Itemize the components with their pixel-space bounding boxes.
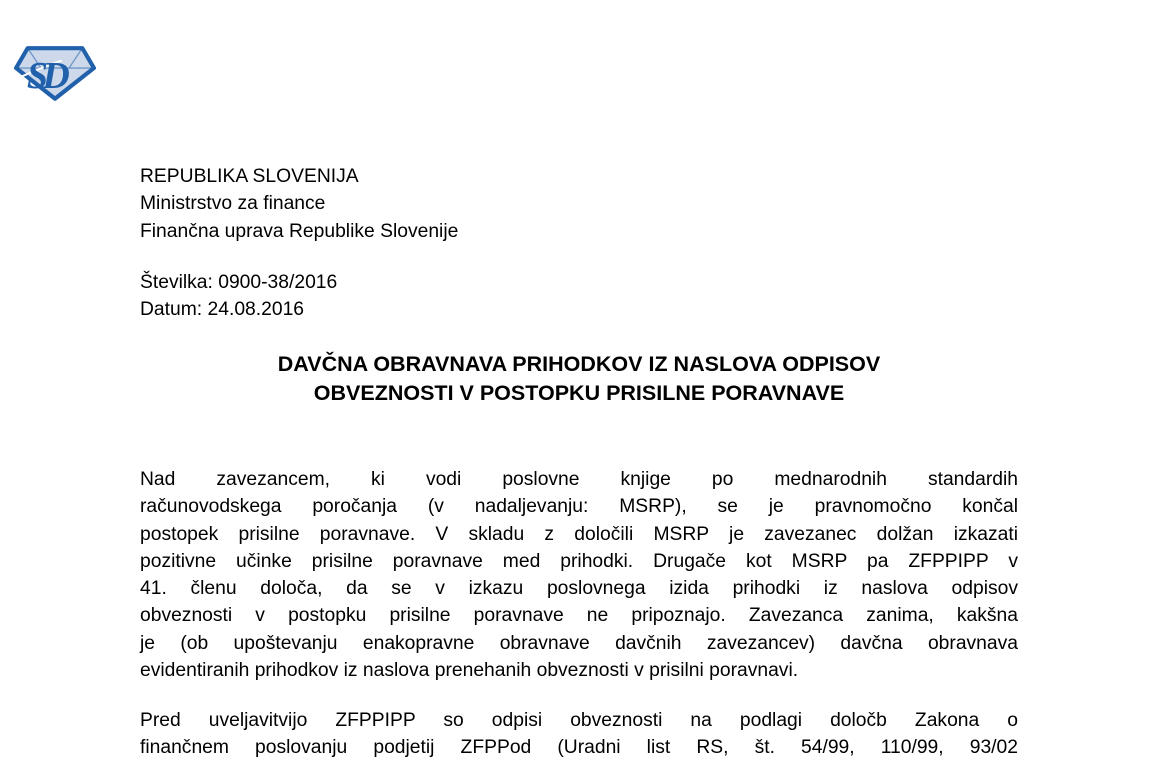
document-meta (140, 269, 1018, 324)
paragraph-2-line-clipped: finančnem poslovanju podjetij ZFPPod (Uradni list RS, št. 54/99, 110/99, 93/02 (140, 737, 1018, 759)
document-date-label: Datum: (140, 299, 203, 321)
org-ministry: Ministrstvo za finance (140, 193, 326, 215)
sd-diamond-logo (13, 44, 97, 102)
paragraph-1-line: je (ob upoštevanju enakopravne obravnave davčnih zavezancev) davčna obravnava (140, 632, 1018, 654)
paragraph-1-line: evidentiranih prihodkov iz naslova prenehanih obveznosti v prisilni poravnavi. (140, 660, 799, 682)
paragraph-1-line: 41. členu določa, da se v izkazu poslovnega izida prihodki iz naslova odpisov (140, 578, 1018, 600)
document-date-value: 24.08.2016 (207, 299, 305, 321)
title-line-1: DAVČNA OBRAVNAVA PRIHODKOV IZ NASLOVA ODPISOV (277, 352, 881, 376)
paragraph-1-line: pozitivne učinke prisilne poravnave med prihodki. Drugače kot MSRP pa ZFPPIPP v (140, 550, 1018, 572)
document-number-value: 0900-38/2016 (218, 272, 338, 293)
document-date (140, 296, 1018, 323)
title-line-2: OBVEZNOSTI V POSTOPKU PRISILNE PORAVNAVE (313, 381, 845, 405)
letterhead (140, 163, 1018, 245)
paragraph-1-line: obveznosti v postopku prisilne poravnave ne pripoznajo. Zavezanca zanima, kakšna (140, 605, 1018, 627)
document-title (140, 350, 1018, 408)
document-number-label: Številka: (140, 272, 213, 293)
paragraph-2-line: Pred uveljavitvijo ZFPPIPP so odpisi obveznosti na podlagi določb Zakona o (140, 710, 1018, 731)
paragraph-1-line: Nad zavezancem, ki vodi poslovne knjige po mednarodnih standardih (140, 469, 1018, 490)
org-agency: Finančna uprava Republike Slovenije (140, 220, 459, 242)
logo-letters: SD (26, 54, 64, 97)
paragraph-1 (140, 466, 1018, 684)
org-country: REPUBLIKA SLOVENIJA (140, 166, 359, 187)
paragraph-1-line: računovodskega poročanja (v nadaljevanju: MSRP), se je pravnomočno končal (140, 496, 1018, 518)
document-number (140, 269, 1018, 296)
paragraph-2 (140, 707, 1018, 762)
paragraph-1-line: postopek prisilne poravnave. V skladu z določili MSRP je zavezanec dolžan izkazati (140, 523, 1018, 545)
